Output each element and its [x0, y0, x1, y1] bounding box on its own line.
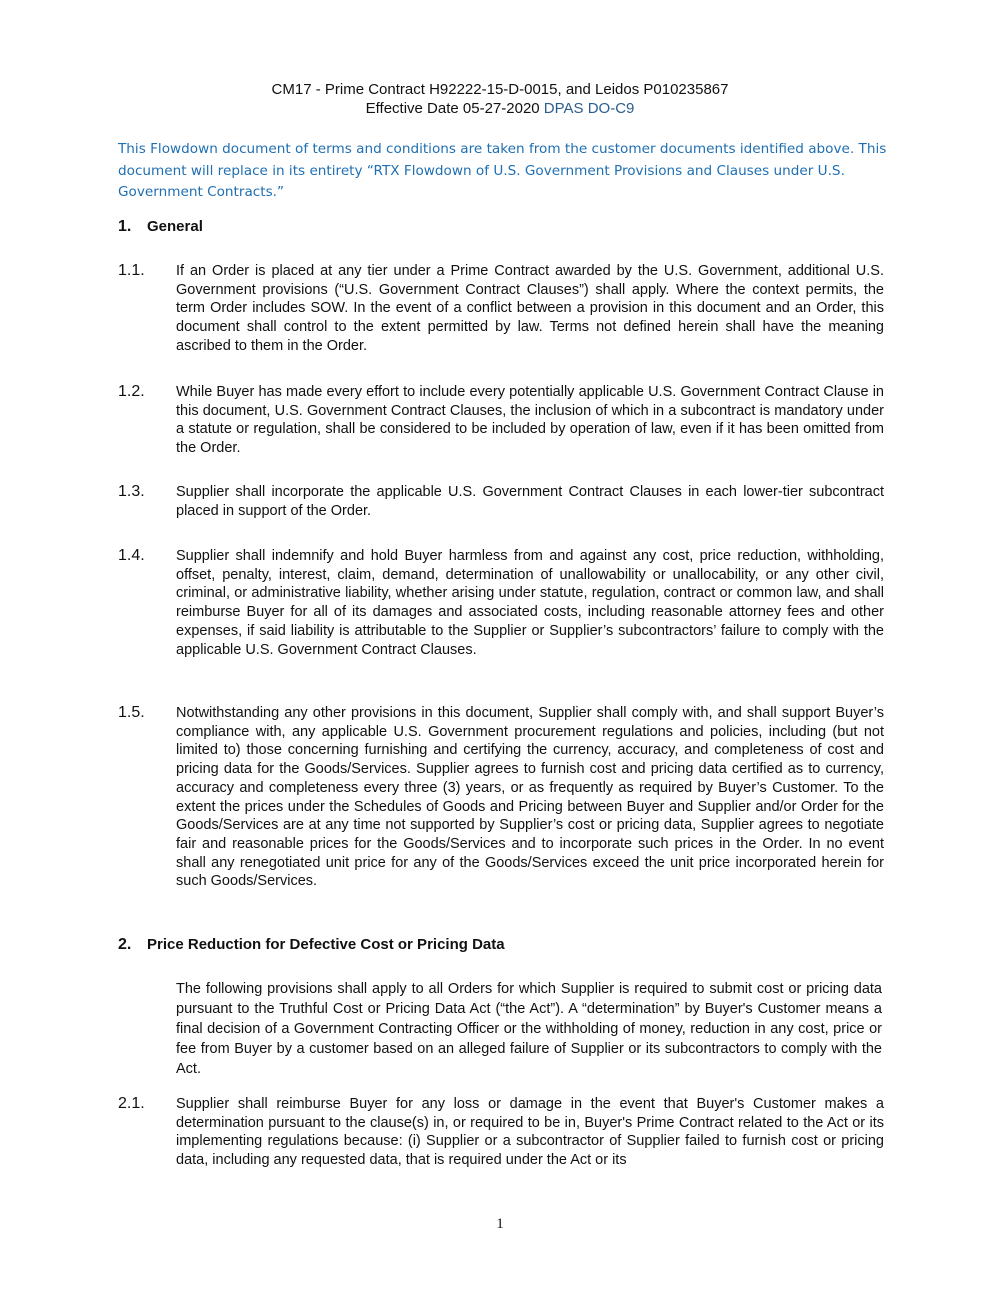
clause-number: 1.5. — [118, 704, 145, 721]
header-effective-date — [0, 99, 1000, 118]
clause-number: 1.4. — [118, 547, 145, 564]
clause-1-5 — [118, 704, 884, 891]
clause-1-3 — [118, 483, 884, 520]
header-title: CM17 - Prime Contract H92222-15-D-0015, and Leidos P010235867 — [271, 81, 729, 98]
clause-number: 2.1. — [118, 1095, 145, 1112]
clause-text: Supplier shall indemnify and hold Buyer harmless from and against any cost, price reduction, withholding, offset, penalty, interest, claim, demand, determination of unallowability or unallocability, or any other civil, criminal, or administrative liability, whether arising under statute, regulation, contract or common law, and shall reimburse Buyer for all of its damages and associated costs, including reasonable attorney fees and other expenses, if said liability is attributable to the Supplier or Supplier’s subcontractors’ failure to comply with the applicable U.S. Government Contract Clauses. — [176, 548, 884, 658]
section-title: General — [147, 218, 203, 235]
clause-text: If an Order is placed at any tier under a Prime Contract awarded by the U.S. Government, additional U.S. Government provisions (“U.S. Government Contract Clauses”) shall apply. Where the context permits, the term Order includes SOW. In the event of a conflict between a provision in this document and an Order, this document shall control to the extent permitted by law. Terms not defined herein shall have the meaning ascribed to them in the Order. — [176, 263, 884, 354]
section-title: Price Reduction for Defective Cost or Pricing Data — [147, 936, 505, 953]
clause-text: Supplier shall incorporate the applicable U.S. Government Contract Clauses in each lower-tier subcontract placed in support of the Order. — [176, 484, 884, 519]
section-2-lead-paragraph: The following provisions shall apply to all Orders for which Supplier is required to submit cost or pricing data pursuant to the Truthful Cost or Pricing Data Act (“the Act”). A “determination” by Buyer's Customer means a final decision of a Government Contracting Officer or the withholding of money, reduction in any cost, price or fee from Buyer by a customer based on an alleged failure of Supplier or its subcontractors to comply with the Act. — [176, 981, 882, 1077]
section-number: 1. — [118, 218, 132, 235]
intro-paragraph: This Flowdown document of terms and conditions are taken from the customer documents identified above. This document will replace in its entirety “RTX Flowdown of U.S. Government Provisions and Clauses under U.S. Government Contracts.” — [118, 141, 887, 200]
clause-1-1 — [118, 262, 884, 356]
clause-number: 1.2. — [118, 383, 145, 400]
document-header — [0, 80, 1000, 118]
clause-1-4 — [118, 547, 884, 659]
section-heading-2 — [118, 936, 505, 954]
clause-2-1 — [118, 1095, 884, 1170]
dpas-rating: DPAS DO-C9 — [543, 100, 635, 117]
section-number: 2. — [118, 936, 132, 953]
section-heading-1 — [118, 218, 203, 236]
clause-text: Supplier shall reimburse Buyer for any loss or damage in the event that Buyer's Customer makes a determination pursuant to the clause(s) in, or required to be in, Buyer's Prime Contract related to the Act or its implementing regulations because: (i) Supplier or a subcontractor of Supplier failed to furnish cost or pricing data, including any requested data, that is required under the Act or its — [176, 1096, 884, 1169]
page-number: 1 — [496, 1216, 504, 1232]
clause-text: While Buyer has made every effort to include every potentially applicable U.S. Government Contract Clause in this document, U.S. Government Contract Clauses, the inclusion of which in a subcontract is mandatory under a statute or regulation, shall be considered to be included by operation of law, even if it has been omitted from the Order. — [176, 384, 884, 457]
clause-number: 1.3. — [118, 483, 145, 500]
clause-text: Notwithstanding any other provisions in this document, Supplier shall comply with, and shall support Buyer’s compliance with, any applicable U.S. Government procurement regulations and policies, including (but not limited to) those concerning furnishing and certifying the currency, accuracy, and completeness of cost and pricing data for the Goods/Services. Supplier agrees to furnish cost and pricing data certified as to currency, accuracy and completeness every three (3) years, or as frequently as required by Buyer’s Customer. To the extent the prices under the Schedules of Goods and Pricing between Buyer and Supplier and/or Order for the Goods/Services are at any time not supported by Supplier’s cost or pricing data, Supplier agrees to negotiate fair and reasonable prices for the Goods/Services and to incorporate such prices in the Order. In no event shall any renegotiated unit price for any of the Goods/Services exceed the unit price incorporated herein for such Goods/Services. — [176, 705, 884, 890]
clause-1-2 — [118, 383, 884, 458]
effective-date-text: Effective Date 05-27-2020 — [365, 100, 544, 117]
clause-number: 1.1. — [118, 262, 145, 279]
